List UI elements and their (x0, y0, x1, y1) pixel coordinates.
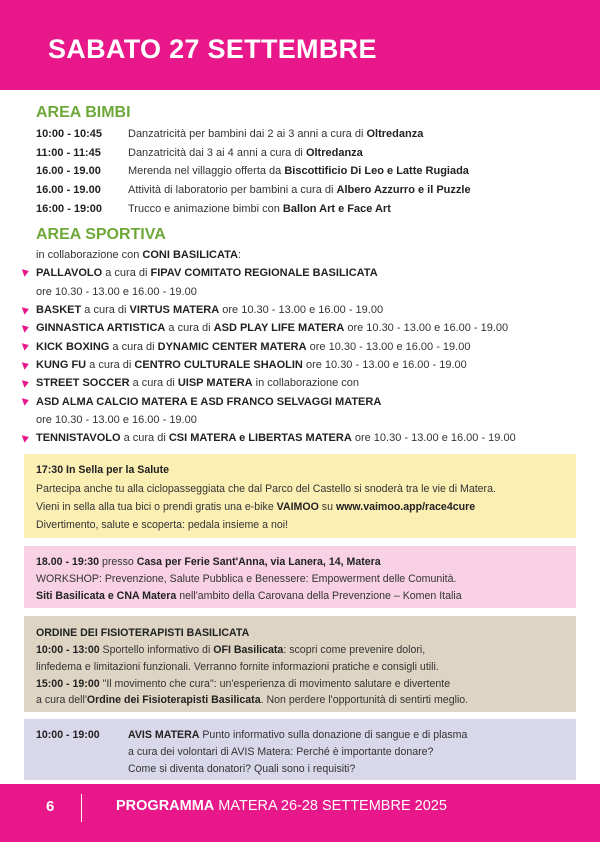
triangle-bullet-icon (22, 396, 30, 406)
page-header (0, 0, 600, 90)
page-title: SABATO 27 SETTEMBRE (48, 34, 377, 64)
row-org: Oltredanza (366, 128, 424, 140)
avis-time: 10:00 - 19:00 (36, 729, 100, 741)
sport-times-line (36, 413, 197, 427)
salute-line: Vieni in sella alla tua bici o prendi gratis una e-bike VAIMOO su www.vaimoo.app/race4cure (36, 501, 476, 513)
sport-name: GINNASTICA ARTISTICA (36, 322, 166, 334)
triangle-bullet-icon (22, 323, 30, 333)
row-text: Trucco e animazione bimbi con (128, 203, 283, 215)
sport-mid: a cura di (102, 267, 151, 279)
sport-item (36, 321, 508, 335)
row-org: Albero Azzurro e il Puzzle (336, 184, 471, 196)
vaimoo-link[interactable]: www.vaimoo.app/race4cure (335, 501, 476, 513)
avis-line: a cura dei volontari di AVIS Matera: Perché è importante donare? (128, 746, 434, 758)
salute-line: Divertimento, salute e scoperta: pedala insieme a noi! (36, 519, 289, 531)
fisio-title: ORDINE DEI FISIOTERAPISTI BASILICATA (36, 627, 250, 639)
avis-box (24, 719, 576, 780)
row-time: 10:00 - 10:45 (36, 128, 103, 140)
bimbi-row (36, 127, 423, 141)
workshop-box (24, 546, 576, 608)
fisio-line: 15:00 - 19:00 "Il movimento che cura": un'esperienza di movimento salutare e divertente (36, 678, 451, 690)
workshop-heading: 18.00 - 19:30 presso Casa per Ferie Sant'Anna, via Lanera, 14, Matera (36, 556, 381, 568)
fisio-line: a cura dell'Ordine dei Fisioterapisti Basilicata. Non perdere l'opportunità di sentirti meglio. (36, 694, 469, 706)
row-time: 11:00 - 11:45 (36, 147, 101, 159)
footer-title: PROGRAMMA MATERA 26-28 SETTEMBRE 2025 (116, 798, 447, 814)
sport-org: FIPAV COMITATO REGIONALE BASILICATA (150, 267, 378, 279)
workshop-line: Siti Basilicata e CNA Matera nell'ambito della Carovana della Prevenzione – Komen Italia (36, 590, 462, 602)
sport-times: ore 10.30 - 13.00 e 16.00 - 19.00 (219, 304, 384, 316)
sport-item (36, 303, 383, 317)
area-sportiva-title: AREA SPORTIVA (36, 226, 166, 243)
sport-name: KICK BOXING (36, 341, 110, 353)
sport-item (36, 266, 378, 280)
bimbi-row (36, 146, 363, 160)
sport-item (36, 340, 470, 354)
sport-times: ore 10.30 - 13.00 e 16.00 - 19.00 (36, 414, 197, 426)
area-bimbi-title: AREA BIMBI (36, 104, 131, 121)
intro-org: CONI BASILICATA (142, 249, 238, 261)
sport-name: KUNG FU (36, 359, 87, 371)
intro-end: : (237, 249, 241, 261)
triangle-bullet-icon (22, 267, 30, 277)
sport-times: ore 10.30 - 13.00 e 16.00 - 19.00 (302, 359, 467, 371)
intro-text: in collaborazione con (36, 249, 143, 261)
salute-title: 17:30 In Sella per la Salute (36, 464, 170, 476)
row-text: Merenda nel villaggio offerta da (128, 165, 285, 177)
sport-times: ore 10.30 - 13.00 e 16.00 - 19.00 (344, 322, 509, 334)
sport-times-line (36, 285, 197, 299)
row-text: Attività di laboratorio per bambini a cura di (128, 184, 337, 196)
sport-times: ore 10.30 - 13.00 e 16.00 - 19.00 (36, 286, 197, 298)
sport-org: CSI MATERA e LIBERTAS MATERA (168, 432, 352, 444)
row-org: Ballon Art e Face Art (282, 203, 391, 215)
workshop-line: WORKSHOP: Prevenzione, Salute Pubblica e Benessere: Empowerment delle Comunità. (36, 573, 457, 585)
vaimoo-brand: VAIMOO (276, 501, 319, 513)
row-time: 16.00 - 19.00 (36, 184, 101, 196)
sport-name: PALLAVOLO (36, 267, 103, 279)
bimbi-row (36, 183, 471, 197)
sport-item (36, 358, 467, 372)
sport-mid: a cura di (165, 322, 214, 334)
row-text: Danzatricità per bambini dai 2 ai 3 anni a cura di (128, 128, 367, 140)
sport-mid: a cura di (120, 432, 169, 444)
sport-item (36, 376, 359, 390)
sport-mid: a cura di (81, 304, 130, 316)
sport-times: ore 10.30 - 13.00 e 16.00 - 19.00 (351, 432, 516, 444)
page-number: 6 (46, 798, 55, 815)
sport-name: TENNISTAVOLO (36, 432, 121, 444)
page-footer (0, 784, 600, 842)
footer-divider (81, 794, 82, 822)
sport-mid: a cura di (109, 341, 158, 353)
sport-org: DYNAMIC CENTER MATERA (157, 341, 307, 353)
sport-org: VIRTUS MATERA (129, 304, 220, 316)
row-time: 16:00 - 19:00 (36, 203, 103, 215)
triangle-bullet-icon (22, 305, 30, 315)
sport-item (36, 395, 381, 409)
sport-name: STREET SOCCER (36, 377, 130, 389)
avis-line: Come si diventa donatori? Quali sono i requisiti? (128, 763, 356, 775)
sport-name: ASD ALMA CALCIO MATERA E ASD FRANCO SELVAGGI MATERA (36, 396, 382, 408)
sport-times: ore 10.30 - 13.00 e 16.00 - 19.00 (306, 341, 471, 353)
bimbi-row (36, 202, 391, 216)
triangle-bullet-icon (22, 360, 30, 370)
sportiva-intro (36, 248, 241, 262)
sport-mid: a cura di (86, 359, 135, 371)
sport-mid: a cura di (129, 377, 178, 389)
sport-org: ASD PLAY LIFE MATERA (213, 322, 345, 334)
salute-line: Partecipa anche tu alla ciclopasseggiata che dal Parco del Castello si snoderà tra le vie di Matera. (36, 483, 496, 495)
fisio-line: linfedema e limitazioni funzionali. Verranno fornite informazioni pratiche e consigli utili. (36, 661, 439, 673)
sport-name: BASKET (36, 304, 82, 316)
sport-times: in collaborazione con (252, 377, 359, 389)
triangle-bullet-icon (22, 341, 30, 351)
salute-box (24, 454, 576, 538)
sport-org: UISP MATERA (177, 377, 253, 389)
triangle-bullet-icon (22, 378, 30, 388)
bimbi-row (36, 164, 469, 178)
row-time: 16.00 - 19.00 (36, 165, 101, 177)
row-org: Biscottificio Di Leo e Latte Rugiada (284, 165, 469, 177)
triangle-bullet-icon (22, 433, 30, 443)
row-org: Oltredanza (305, 147, 363, 159)
fisio-line: 10:00 - 13:00 Sportello informativo di OFI Basilicata: scopri come prevenire dolori, (36, 644, 426, 656)
sport-item (36, 431, 516, 445)
avis-line: AVIS MATERA Punto informativo sulla donazione di sangue e di plasma (128, 729, 468, 741)
sport-org: CENTRO CULTURALE SHAOLIN (134, 359, 303, 371)
row-text: Danzatricità dai 3 ai 4 anni a cura di (128, 147, 306, 159)
fisioterapisti-box (24, 616, 576, 712)
